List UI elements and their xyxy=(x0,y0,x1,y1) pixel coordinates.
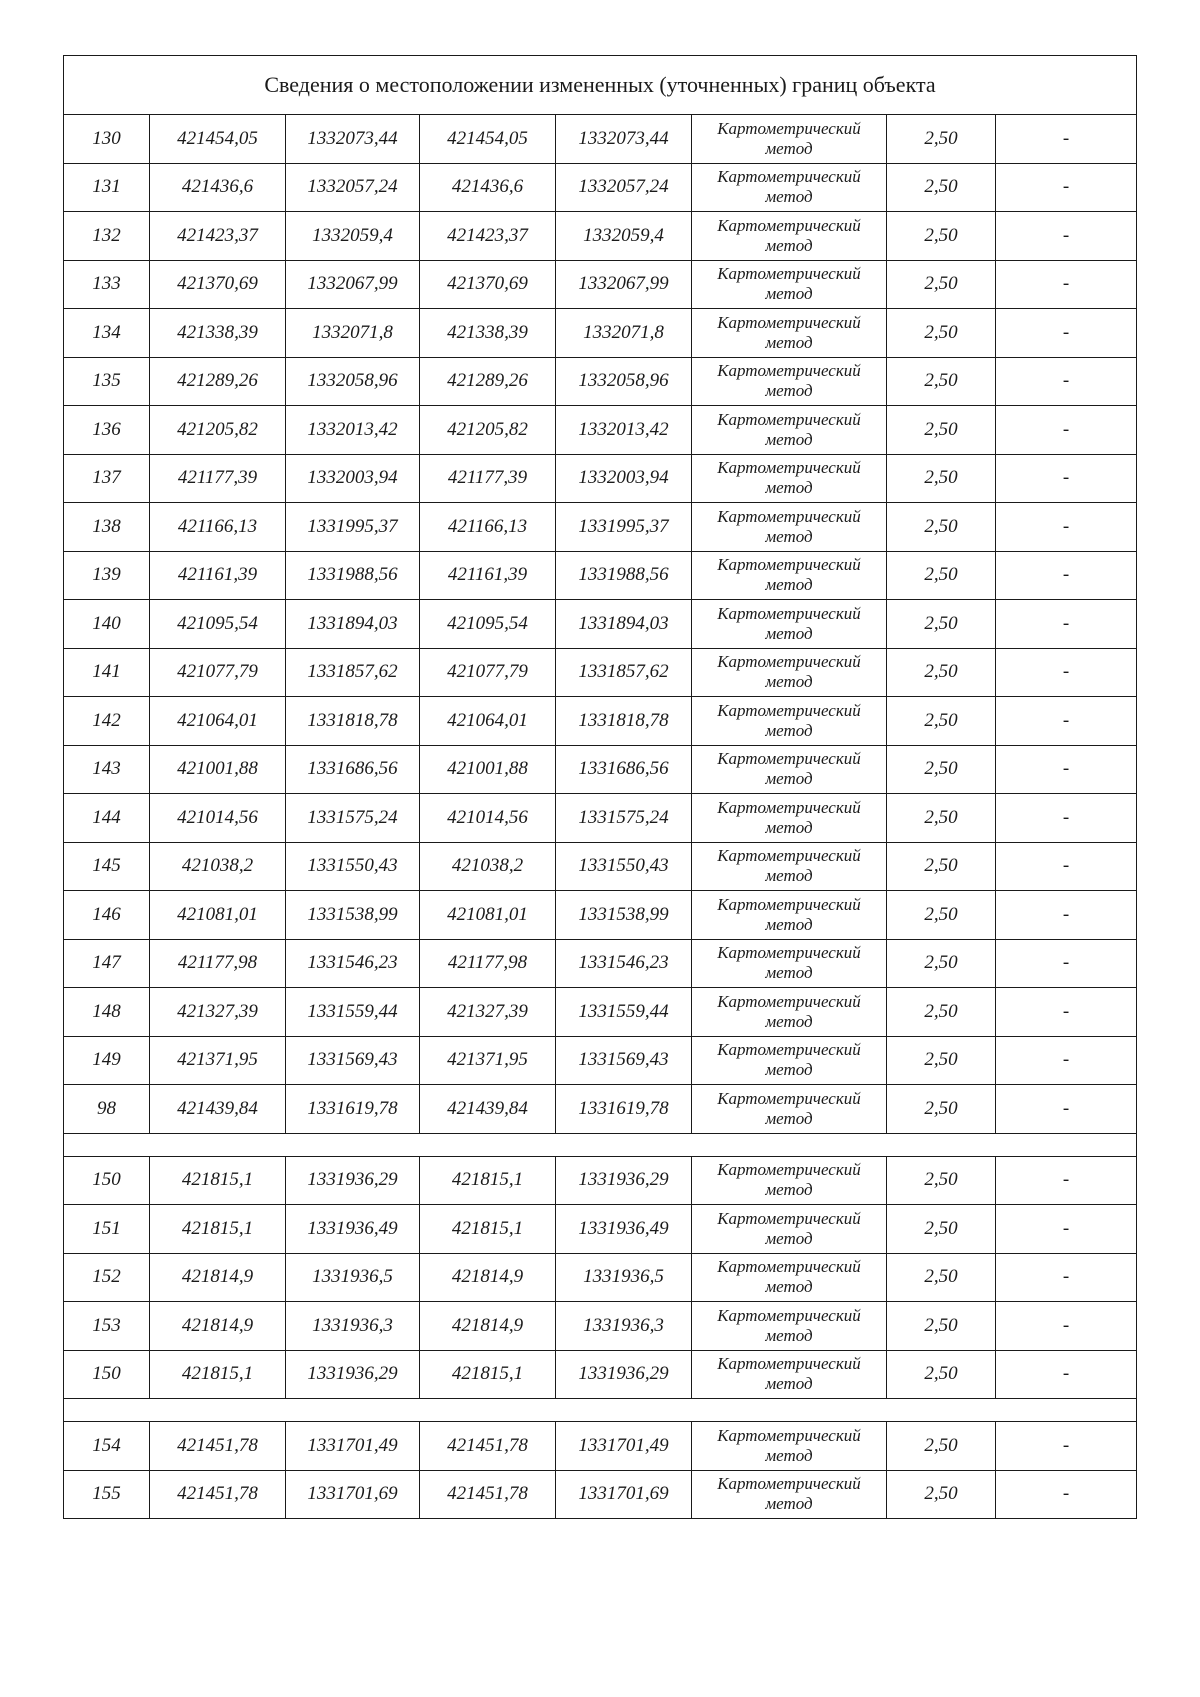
x-old-cell: 421038,2 xyxy=(150,842,286,891)
description-cell: - xyxy=(996,842,1137,891)
x-new-cell: 421177,39 xyxy=(420,454,556,503)
method-cell: Картометрический метод xyxy=(692,600,887,649)
x-new-cell: 421451,78 xyxy=(420,1422,556,1471)
x-old-cell: 421077,79 xyxy=(150,648,286,697)
point-number-cell: 155 xyxy=(64,1470,150,1519)
description-cell: - xyxy=(996,454,1137,503)
point-number-cell: 134 xyxy=(64,309,150,358)
description-cell: - xyxy=(996,1422,1137,1471)
x-old-cell: 421451,78 xyxy=(150,1470,286,1519)
x-new-cell: 421177,98 xyxy=(420,939,556,988)
description-cell: - xyxy=(996,1156,1137,1205)
y-new-cell: 1331995,37 xyxy=(556,503,692,552)
table-row xyxy=(64,1302,1137,1351)
x-old-cell: 421436,6 xyxy=(150,163,286,212)
description-cell: - xyxy=(996,1470,1137,1519)
y-old-cell: 1331701,49 xyxy=(286,1422,420,1471)
y-new-cell: 1332058,96 xyxy=(556,357,692,406)
group-separator-row xyxy=(64,1399,1137,1422)
y-old-cell: 1331686,56 xyxy=(286,745,420,794)
y-old-cell: 1331995,37 xyxy=(286,503,420,552)
table-row xyxy=(64,745,1137,794)
y-new-cell: 1331936,3 xyxy=(556,1302,692,1351)
accuracy-cell: 2,50 xyxy=(887,697,996,746)
x-new-cell: 421370,69 xyxy=(420,260,556,309)
point-number-cell: 142 xyxy=(64,697,150,746)
x-old-cell: 421205,82 xyxy=(150,406,286,455)
x-old-cell: 421177,39 xyxy=(150,454,286,503)
accuracy-cell: 2,50 xyxy=(887,1205,996,1254)
table-row xyxy=(64,600,1137,649)
description-cell: - xyxy=(996,115,1137,164)
method-cell: Картометрический метод xyxy=(692,697,887,746)
method-cell: Картометрический метод xyxy=(692,1470,887,1519)
y-new-cell: 1332057,24 xyxy=(556,163,692,212)
table-title: Сведения о местоположении измененных (уточненных) границ объекта xyxy=(64,56,1137,115)
method-cell: Картометрический метод xyxy=(692,1205,887,1254)
method-cell: Картометрический метод xyxy=(692,309,887,358)
y-new-cell: 1331936,29 xyxy=(556,1156,692,1205)
x-old-cell: 421454,05 xyxy=(150,115,286,164)
accuracy-cell: 2,50 xyxy=(887,115,996,164)
accuracy-cell: 2,50 xyxy=(887,891,996,940)
description-cell: - xyxy=(996,357,1137,406)
accuracy-cell: 2,50 xyxy=(887,794,996,843)
y-new-cell: 1331988,56 xyxy=(556,551,692,600)
method-cell: Картометрический метод xyxy=(692,212,887,261)
y-new-cell: 1331538,99 xyxy=(556,891,692,940)
x-new-cell: 421815,1 xyxy=(420,1156,556,1205)
y-new-cell: 1331569,43 xyxy=(556,1036,692,1085)
group-separator-row xyxy=(64,1133,1137,1156)
method-cell: Картометрический метод xyxy=(692,551,887,600)
x-old-cell: 421064,01 xyxy=(150,697,286,746)
y-new-cell: 1332073,44 xyxy=(556,115,692,164)
y-old-cell: 1331538,99 xyxy=(286,891,420,940)
x-new-cell: 421815,1 xyxy=(420,1350,556,1399)
x-old-cell: 421439,84 xyxy=(150,1085,286,1134)
accuracy-cell: 2,50 xyxy=(887,1036,996,1085)
description-cell: - xyxy=(996,212,1137,261)
accuracy-cell: 2,50 xyxy=(887,551,996,600)
description-cell: - xyxy=(996,551,1137,600)
x-old-cell: 421166,13 xyxy=(150,503,286,552)
description-cell: - xyxy=(996,406,1137,455)
description-cell: - xyxy=(996,600,1137,649)
x-new-cell: 421001,88 xyxy=(420,745,556,794)
point-number-cell: 138 xyxy=(64,503,150,552)
x-new-cell: 421205,82 xyxy=(420,406,556,455)
x-old-cell: 421815,1 xyxy=(150,1156,286,1205)
method-cell: Картометрический метод xyxy=(692,794,887,843)
point-number-cell: 137 xyxy=(64,454,150,503)
description-cell: - xyxy=(996,1036,1137,1085)
description-cell: - xyxy=(996,163,1137,212)
y-new-cell: 1332067,99 xyxy=(556,260,692,309)
table-row xyxy=(64,1253,1137,1302)
table-row xyxy=(64,163,1137,212)
point-number-cell: 144 xyxy=(64,794,150,843)
group-separator xyxy=(64,1133,1137,1156)
description-cell: - xyxy=(996,1302,1137,1351)
table-row xyxy=(64,1422,1137,1471)
point-number-cell: 152 xyxy=(64,1253,150,1302)
method-cell: Картометрический метод xyxy=(692,648,887,697)
point-number-cell: 146 xyxy=(64,891,150,940)
description-cell: - xyxy=(996,1350,1137,1399)
table-row xyxy=(64,309,1137,358)
x-old-cell: 421451,78 xyxy=(150,1422,286,1471)
x-old-cell: 421289,26 xyxy=(150,357,286,406)
x-old-cell: 421338,39 xyxy=(150,309,286,358)
y-new-cell: 1331559,44 xyxy=(556,988,692,1037)
point-number-cell: 131 xyxy=(64,163,150,212)
method-cell: Картометрический метод xyxy=(692,988,887,1037)
method-cell: Картометрический метод xyxy=(692,842,887,891)
y-old-cell: 1331936,5 xyxy=(286,1253,420,1302)
y-new-cell: 1331857,62 xyxy=(556,648,692,697)
y-new-cell: 1332059,4 xyxy=(556,212,692,261)
y-old-cell: 1331936,29 xyxy=(286,1350,420,1399)
table-row xyxy=(64,1156,1137,1205)
x-old-cell: 421177,98 xyxy=(150,939,286,988)
boundary-coordinates-table xyxy=(63,55,1137,1519)
description-cell: - xyxy=(996,260,1137,309)
point-number-cell: 150 xyxy=(64,1156,150,1205)
point-number-cell: 150 xyxy=(64,1350,150,1399)
y-old-cell: 1331575,24 xyxy=(286,794,420,843)
table-row xyxy=(64,1036,1137,1085)
accuracy-cell: 2,50 xyxy=(887,648,996,697)
method-cell: Картометрический метод xyxy=(692,115,887,164)
y-old-cell: 1331818,78 xyxy=(286,697,420,746)
accuracy-cell: 2,50 xyxy=(887,1302,996,1351)
table-row xyxy=(64,1205,1137,1254)
description-cell: - xyxy=(996,697,1137,746)
y-old-cell: 1331701,69 xyxy=(286,1470,420,1519)
method-cell: Картометрический метод xyxy=(692,503,887,552)
table-row xyxy=(64,454,1137,503)
x-new-cell: 421327,39 xyxy=(420,988,556,1037)
y-old-cell: 1332058,96 xyxy=(286,357,420,406)
accuracy-cell: 2,50 xyxy=(887,212,996,261)
y-new-cell: 1331701,49 xyxy=(556,1422,692,1471)
table-row xyxy=(64,357,1137,406)
description-cell: - xyxy=(996,1085,1137,1134)
method-cell: Картометрический метод xyxy=(692,1036,887,1085)
point-number-cell: 153 xyxy=(64,1302,150,1351)
y-new-cell: 1331575,24 xyxy=(556,794,692,843)
x-new-cell: 421289,26 xyxy=(420,357,556,406)
table-row xyxy=(64,406,1137,455)
table-row xyxy=(64,1350,1137,1399)
y-old-cell: 1332003,94 xyxy=(286,454,420,503)
method-cell: Картометрический метод xyxy=(692,406,887,455)
accuracy-cell: 2,50 xyxy=(887,309,996,358)
description-cell: - xyxy=(996,648,1137,697)
table-row xyxy=(64,260,1137,309)
x-old-cell: 421095,54 xyxy=(150,600,286,649)
x-new-cell: 421338,39 xyxy=(420,309,556,358)
accuracy-cell: 2,50 xyxy=(887,600,996,649)
y-new-cell: 1332071,8 xyxy=(556,309,692,358)
table-body xyxy=(64,56,1137,1519)
y-new-cell: 1331936,5 xyxy=(556,1253,692,1302)
title-row xyxy=(64,56,1137,115)
description-cell: - xyxy=(996,745,1137,794)
x-old-cell: 421371,95 xyxy=(150,1036,286,1085)
description-cell: - xyxy=(996,503,1137,552)
y-old-cell: 1332059,4 xyxy=(286,212,420,261)
y-old-cell: 1332067,99 xyxy=(286,260,420,309)
method-cell: Картометрический метод xyxy=(692,745,887,794)
table-row xyxy=(64,1085,1137,1134)
x-old-cell: 421815,1 xyxy=(150,1205,286,1254)
x-old-cell: 421814,9 xyxy=(150,1302,286,1351)
point-number-cell: 130 xyxy=(64,115,150,164)
method-cell: Картометрический метод xyxy=(692,260,887,309)
x-new-cell: 421095,54 xyxy=(420,600,556,649)
accuracy-cell: 2,50 xyxy=(887,1156,996,1205)
point-number-cell: 151 xyxy=(64,1205,150,1254)
x-old-cell: 421081,01 xyxy=(150,891,286,940)
x-new-cell: 421814,9 xyxy=(420,1253,556,1302)
table-row xyxy=(64,697,1137,746)
x-new-cell: 421077,79 xyxy=(420,648,556,697)
accuracy-cell: 2,50 xyxy=(887,939,996,988)
y-new-cell: 1331818,78 xyxy=(556,697,692,746)
y-old-cell: 1332073,44 xyxy=(286,115,420,164)
accuracy-cell: 2,50 xyxy=(887,1085,996,1134)
point-number-cell: 133 xyxy=(64,260,150,309)
x-new-cell: 421423,37 xyxy=(420,212,556,261)
point-number-cell: 140 xyxy=(64,600,150,649)
y-new-cell: 1331686,56 xyxy=(556,745,692,794)
x-new-cell: 421161,39 xyxy=(420,551,556,600)
point-number-cell: 135 xyxy=(64,357,150,406)
point-number-cell: 148 xyxy=(64,988,150,1037)
x-new-cell: 421064,01 xyxy=(420,697,556,746)
point-number-cell: 98 xyxy=(64,1085,150,1134)
table-row xyxy=(64,551,1137,600)
point-number-cell: 136 xyxy=(64,406,150,455)
x-new-cell: 421038,2 xyxy=(420,842,556,891)
x-old-cell: 421423,37 xyxy=(150,212,286,261)
accuracy-cell: 2,50 xyxy=(887,357,996,406)
y-new-cell: 1331550,43 xyxy=(556,842,692,891)
y-new-cell: 1331936,29 xyxy=(556,1350,692,1399)
description-cell: - xyxy=(996,1253,1137,1302)
x-old-cell: 421370,69 xyxy=(150,260,286,309)
y-old-cell: 1332013,42 xyxy=(286,406,420,455)
y-old-cell: 1331550,43 xyxy=(286,842,420,891)
x-new-cell: 421454,05 xyxy=(420,115,556,164)
accuracy-cell: 2,50 xyxy=(887,454,996,503)
point-number-cell: 154 xyxy=(64,1422,150,1471)
y-old-cell: 1331546,23 xyxy=(286,939,420,988)
method-cell: Картометрический метод xyxy=(692,891,887,940)
method-cell: Картометрический метод xyxy=(692,1350,887,1399)
method-cell: Картометрический метод xyxy=(692,1422,887,1471)
x-old-cell: 421161,39 xyxy=(150,551,286,600)
point-number-cell: 139 xyxy=(64,551,150,600)
accuracy-cell: 2,50 xyxy=(887,1253,996,1302)
y-old-cell: 1331619,78 xyxy=(286,1085,420,1134)
accuracy-cell: 2,50 xyxy=(887,1350,996,1399)
y-new-cell: 1331619,78 xyxy=(556,1085,692,1134)
point-number-cell: 143 xyxy=(64,745,150,794)
y-old-cell: 1332057,24 xyxy=(286,163,420,212)
method-cell: Картометрический метод xyxy=(692,939,887,988)
x-old-cell: 421014,56 xyxy=(150,794,286,843)
x-old-cell: 421001,88 xyxy=(150,745,286,794)
method-cell: Картометрический метод xyxy=(692,163,887,212)
table-row xyxy=(64,891,1137,940)
method-cell: Картометрический метод xyxy=(692,1085,887,1134)
table-row xyxy=(64,939,1137,988)
table-row xyxy=(64,842,1137,891)
y-old-cell: 1332071,8 xyxy=(286,309,420,358)
y-old-cell: 1331988,56 xyxy=(286,551,420,600)
y-old-cell: 1331569,43 xyxy=(286,1036,420,1085)
y-new-cell: 1331894,03 xyxy=(556,600,692,649)
description-cell: - xyxy=(996,988,1137,1037)
y-new-cell: 1331546,23 xyxy=(556,939,692,988)
point-number-cell: 145 xyxy=(64,842,150,891)
x-new-cell: 421371,95 xyxy=(420,1036,556,1085)
y-old-cell: 1331857,62 xyxy=(286,648,420,697)
table-row xyxy=(64,988,1137,1037)
y-old-cell: 1331559,44 xyxy=(286,988,420,1037)
accuracy-cell: 2,50 xyxy=(887,260,996,309)
x-old-cell: 421327,39 xyxy=(150,988,286,1037)
y-old-cell: 1331936,29 xyxy=(286,1156,420,1205)
x-new-cell: 421014,56 xyxy=(420,794,556,843)
point-number-cell: 141 xyxy=(64,648,150,697)
accuracy-cell: 2,50 xyxy=(887,988,996,1037)
table-row xyxy=(64,115,1137,164)
x-new-cell: 421436,6 xyxy=(420,163,556,212)
point-number-cell: 132 xyxy=(64,212,150,261)
method-cell: Картометрический метод xyxy=(692,454,887,503)
group-separator xyxy=(64,1399,1137,1422)
y-new-cell: 1331936,49 xyxy=(556,1205,692,1254)
x-new-cell: 421814,9 xyxy=(420,1302,556,1351)
method-cell: Картометрический метод xyxy=(692,1253,887,1302)
accuracy-cell: 2,50 xyxy=(887,163,996,212)
accuracy-cell: 2,50 xyxy=(887,406,996,455)
accuracy-cell: 2,50 xyxy=(887,503,996,552)
x-new-cell: 421166,13 xyxy=(420,503,556,552)
accuracy-cell: 2,50 xyxy=(887,745,996,794)
table-row xyxy=(64,794,1137,843)
x-new-cell: 421815,1 xyxy=(420,1205,556,1254)
description-cell: - xyxy=(996,939,1137,988)
description-cell: - xyxy=(996,891,1137,940)
x-new-cell: 421439,84 xyxy=(420,1085,556,1134)
point-number-cell: 149 xyxy=(64,1036,150,1085)
x-old-cell: 421815,1 xyxy=(150,1350,286,1399)
x-old-cell: 421814,9 xyxy=(150,1253,286,1302)
table-row xyxy=(64,648,1137,697)
y-old-cell: 1331936,49 xyxy=(286,1205,420,1254)
y-new-cell: 1331701,69 xyxy=(556,1470,692,1519)
x-new-cell: 421081,01 xyxy=(420,891,556,940)
accuracy-cell: 2,50 xyxy=(887,1422,996,1471)
description-cell: - xyxy=(996,794,1137,843)
accuracy-cell: 2,50 xyxy=(887,1470,996,1519)
method-cell: Картометрический метод xyxy=(692,1156,887,1205)
y-new-cell: 1332013,42 xyxy=(556,406,692,455)
point-number-cell: 147 xyxy=(64,939,150,988)
y-new-cell: 1332003,94 xyxy=(556,454,692,503)
method-cell: Картометрический метод xyxy=(692,357,887,406)
description-cell: - xyxy=(996,309,1137,358)
description-cell: - xyxy=(996,1205,1137,1254)
y-old-cell: 1331894,03 xyxy=(286,600,420,649)
table-row xyxy=(64,503,1137,552)
table-row xyxy=(64,212,1137,261)
x-new-cell: 421451,78 xyxy=(420,1470,556,1519)
y-old-cell: 1331936,3 xyxy=(286,1302,420,1351)
accuracy-cell: 2,50 xyxy=(887,842,996,891)
method-cell: Картометрический метод xyxy=(692,1302,887,1351)
table-row xyxy=(64,1470,1137,1519)
